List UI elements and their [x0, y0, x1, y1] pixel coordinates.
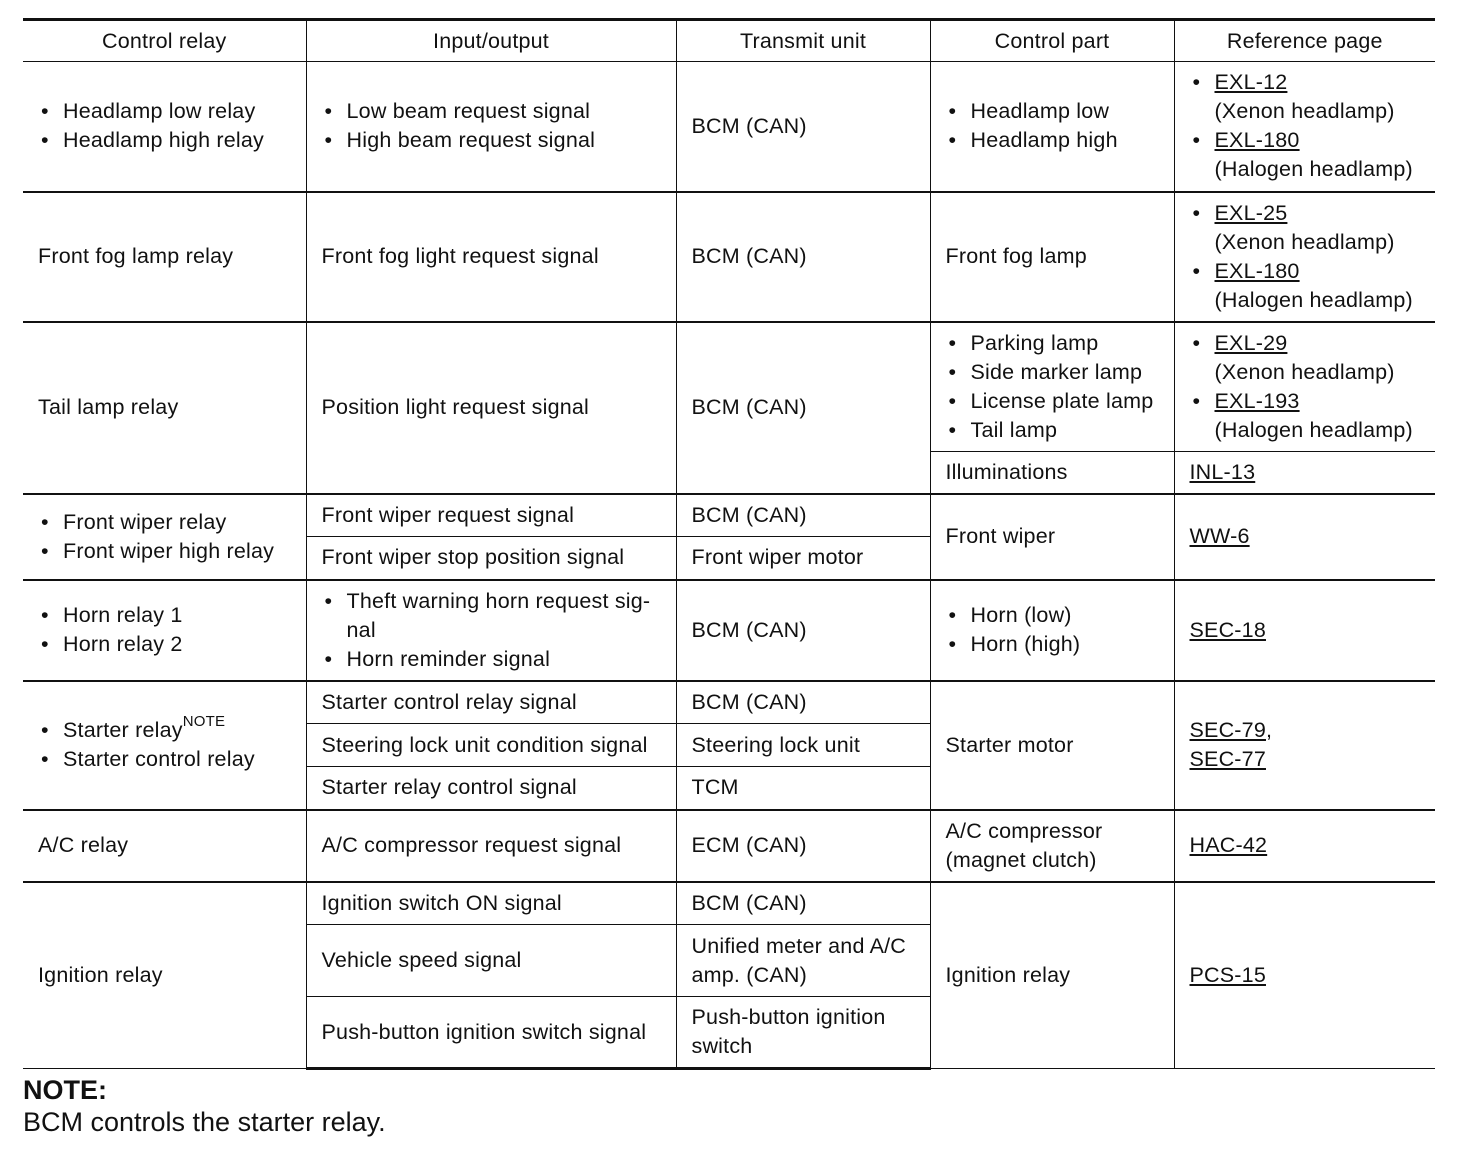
cell-input-output: Front wiper stop position signal: [306, 537, 676, 580]
cell-reference-page: [1174, 192, 1435, 322]
cell-control-relay: Ignition relay: [23, 882, 306, 1069]
list-item: • Side marker lamp: [946, 358, 1168, 387]
list-item: • Tail lamp: [946, 416, 1168, 445]
table-row-front-wiper: [23, 494, 1435, 537]
cell-input-output: Front wiper request signal: [306, 494, 676, 537]
header-reference-page: Reference page: [1174, 20, 1435, 62]
cell-reference-page: [1174, 810, 1435, 882]
list-item: • License plate lamp: [946, 387, 1168, 416]
ref-link-sec-77[interactable]: SEC-77: [1189, 747, 1266, 771]
cell-control-part: Front fog lamp: [930, 192, 1174, 322]
header-row: [23, 20, 1435, 62]
list-item: • Headlamp high relay: [38, 126, 300, 155]
ref-note: (Xenon headlamp): [1214, 99, 1395, 124]
list-item: • High beam request signal: [322, 126, 670, 155]
cell-control-part: Ignition relay: [930, 882, 1174, 1069]
part-line: (magnet clutch): [945, 847, 1097, 872]
note-heading: NOTE:: [23, 1075, 107, 1105]
list-item: [1190, 387, 1430, 445]
cell-transmit-unit: BCM (CAN): [676, 580, 930, 681]
cell-reference-page: [1174, 580, 1435, 681]
ref-link-hac-42[interactable]: HAC-42: [1189, 833, 1268, 857]
cell-control-part: [930, 580, 1174, 681]
cell-input-output: Vehicle speed signal: [306, 925, 676, 997]
list-item: • Starter control relay: [38, 745, 300, 774]
cell-transmit-unit: BCM (CAN): [676, 882, 930, 925]
cell-reference-page: [1174, 452, 1435, 494]
ref-link-exl-180[interactable]: EXL-180: [1214, 128, 1300, 153]
header-transmit-unit: Transmit unit: [676, 20, 930, 62]
list-item: • Theft warning horn request sig-nal: [322, 587, 670, 645]
list-item: • Horn (high): [946, 630, 1168, 659]
relay-control-document: [23, 18, 1435, 1138]
cell-reference-page: [1174, 322, 1435, 452]
relay-control-table: [23, 18, 1435, 1070]
cell-input-output: Position light request signal: [306, 322, 676, 494]
cell-transmit-unit: BCM (CAN): [676, 62, 930, 192]
ref-link-sec-79[interactable]: SEC-79: [1189, 718, 1266, 742]
table-row-starter: [23, 681, 1435, 724]
ref-note: (Halogen headlamp): [1214, 417, 1413, 442]
list-item: • Front wiper relay: [38, 508, 300, 537]
cell-transmit-unit: ECM (CAN): [676, 810, 930, 882]
ref-link-pcs-15[interactable]: PCS-15: [1189, 962, 1266, 987]
cell-transmit-unit: BCM (CAN): [676, 681, 930, 724]
cell-reference-page: [1174, 62, 1435, 192]
cell-control-part: [930, 62, 1174, 192]
ref-note: (Halogen headlamp): [1214, 287, 1413, 312]
cell-transmit-unit: BCM (CAN): [676, 494, 930, 537]
list-item: • Parking lamp: [946, 329, 1168, 358]
transmit-line: Unified meter and A/C: [691, 933, 907, 958]
list-item: • Headlamp low relay: [38, 97, 300, 126]
transmit-line: switch: [691, 1034, 753, 1058]
table-row-ignition: [23, 882, 1435, 925]
table-row-front-fog: [23, 192, 1435, 322]
cell-transmit-unit: BCM (CAN): [676, 192, 930, 322]
ref-link-exl-29[interactable]: EXL-29: [1214, 330, 1288, 355]
ref-separator: ,: [1265, 718, 1273, 742]
cell-transmit-unit: BCM (CAN): [676, 322, 930, 494]
cell-input-output: Front fog light request signal: [306, 192, 676, 322]
cell-control-relay: [23, 681, 306, 810]
ref-link-inl-13[interactable]: INL-13: [1189, 459, 1256, 484]
cell-input-output: Starter relay control signal: [306, 767, 676, 810]
list-item: • Horn reminder signal: [322, 645, 670, 674]
cell-control-part: [930, 810, 1174, 882]
ref-link-ww-6[interactable]: WW-6: [1189, 524, 1250, 548]
list-item: [38, 712, 300, 745]
ref-link-sec-18[interactable]: SEC-18: [1189, 617, 1266, 642]
cell-input-output: [306, 62, 676, 192]
header-input-output: Input/output: [306, 20, 676, 62]
cell-input-output: A/C compressor request signal: [306, 810, 676, 882]
cell-reference-page: [1174, 882, 1435, 1069]
header-control-relay: Control relay: [23, 20, 306, 62]
list-item: • Horn relay 2: [38, 630, 300, 659]
cell-control-relay: A/C relay: [23, 810, 306, 882]
list-item: [1190, 199, 1430, 257]
header-control-part: Control part: [930, 20, 1174, 62]
ref-link-exl-180[interactable]: EXL-180: [1214, 258, 1300, 283]
cell-control-part: [930, 322, 1174, 452]
table-row-ac: [23, 810, 1435, 882]
ref-link-exl-12[interactable]: EXL-12: [1214, 70, 1288, 95]
cell-transmit-unit: [676, 925, 930, 997]
cell-transmit-unit: TCM: [676, 767, 930, 810]
ref-note: (Xenon headlamp): [1214, 359, 1395, 384]
cell-control-part: Front wiper: [930, 494, 1174, 580]
cell-control-relay: [23, 62, 306, 192]
list-item: • Headlamp high: [946, 126, 1168, 155]
cell-control-part: Illuminations: [930, 452, 1174, 494]
transmit-line: amp. (CAN): [691, 962, 807, 987]
cell-transmit-unit: Front wiper motor: [676, 537, 930, 580]
table-row-tail-lamp: [23, 322, 1435, 452]
cell-control-relay: Tail lamp relay: [23, 322, 306, 494]
note-text: BCM controls the starter relay.: [23, 1107, 386, 1137]
part-line: A/C compressor: [945, 818, 1103, 843]
cell-input-output: Push-button ignition switch signal: [306, 997, 676, 1069]
cell-reference-page: [1174, 681, 1435, 810]
cell-input-output: Steering lock unit condition signal: [306, 724, 676, 767]
cell-transmit-unit: [676, 997, 930, 1069]
cell-control-relay: [23, 580, 306, 681]
list-item: [1190, 68, 1430, 126]
cell-input-output: [306, 580, 676, 681]
ref-link-exl-193[interactable]: EXL-193: [1214, 388, 1300, 413]
list-item: • Horn (low): [946, 601, 1168, 630]
list-item: • Low beam request signal: [322, 97, 670, 126]
cell-transmit-unit: Steering lock unit: [676, 724, 930, 767]
list-item: [1190, 126, 1430, 184]
table-row-headlamp: [23, 62, 1435, 192]
list-item: [1190, 257, 1430, 315]
ref-note: (Xenon headlamp): [1214, 229, 1395, 254]
list-item: • Horn relay 1: [38, 601, 300, 630]
starter-relay-label: Starter relay: [63, 718, 183, 742]
cell-input-output: Ignition switch ON signal: [306, 882, 676, 925]
ref-link-exl-25[interactable]: EXL-25: [1214, 200, 1288, 225]
cell-reference-page: [1174, 494, 1435, 580]
list-item: • Headlamp low: [946, 97, 1168, 126]
ref-note: (Halogen headlamp): [1214, 157, 1413, 182]
cell-control-relay: Front fog lamp relay: [23, 192, 306, 322]
table-row-horn: [23, 580, 1435, 681]
list-item: • Front wiper high relay: [38, 537, 300, 566]
cell-control-part: Starter motor: [930, 681, 1174, 810]
list-item: [1190, 329, 1430, 387]
note-block: [23, 1074, 1435, 1138]
cell-input-output: Starter control relay signal: [306, 681, 676, 724]
transmit-line: Push-button ignition: [691, 1005, 886, 1029]
note-superscript: NOTE: [182, 712, 226, 730]
cell-control-relay: [23, 494, 306, 580]
